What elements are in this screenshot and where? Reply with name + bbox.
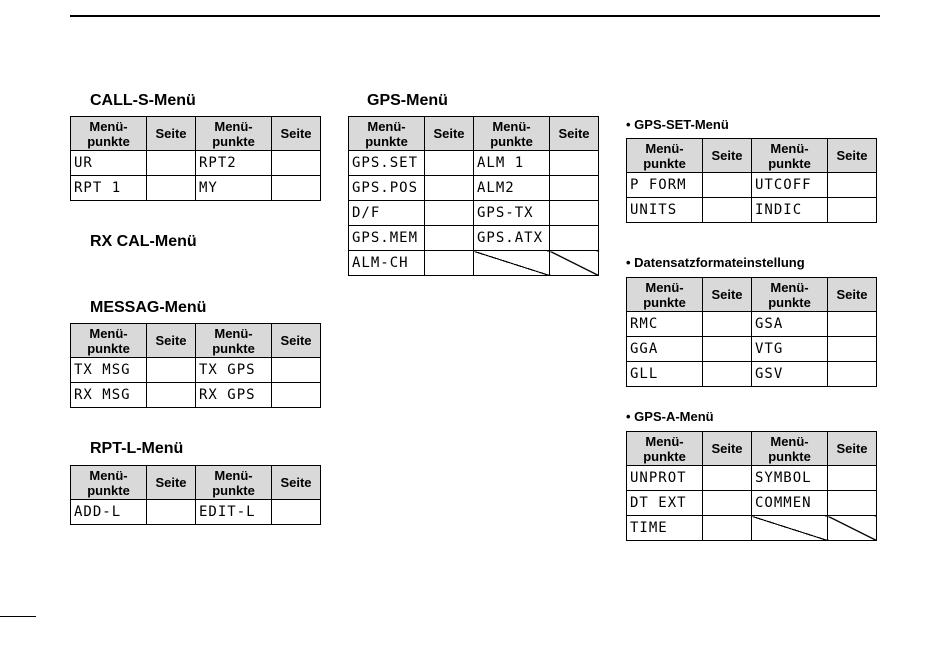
page-cell [147,500,196,525]
table-header-row [627,432,877,466]
table-header-row [627,278,877,312]
table-row [627,516,877,541]
page-cell [828,198,877,223]
menu-item-cell: GSA [752,312,828,337]
gps-title: GPS-Menü [367,92,448,109]
empty-diagonal-cell [752,516,828,541]
table-row [627,312,877,337]
table-row [71,383,321,408]
page-cell [828,362,877,387]
table-row [627,466,877,491]
page-cell [147,358,196,383]
gps-set-title: • GPS-SET-Menü [626,117,729,132]
gps-a-table [626,431,877,541]
page-header: Seite [703,278,752,312]
table-row [71,176,321,201]
page-cell [147,383,196,408]
table-row [71,151,321,176]
page-cell [425,226,474,251]
page-header: Seite [703,139,752,173]
table-row [627,198,877,223]
top-rule [70,15,880,17]
page-cell [703,491,752,516]
table-header-row [71,324,321,358]
menu-item-cell: GLL [627,362,703,387]
menu-item-cell: DT EXT [627,491,703,516]
table-row [627,491,877,516]
item-header [349,117,425,151]
item-header [752,278,828,312]
item-header-label: Menü- punkte [87,118,130,149]
menu-item-cell: GPS-TX [474,201,550,226]
menu-item-cell: GPS.POS [349,176,425,201]
item-header-label: Menü- punkte [768,140,811,171]
page-cell [147,176,196,201]
item-header [196,117,272,151]
page-cell [425,176,474,201]
item-header-label: Menü- punkte [768,433,811,464]
item-header-label: Menü- punkte [212,118,255,149]
page-cell [272,500,321,525]
menu-item-cell: INDIC [752,198,828,223]
table-row [349,226,599,251]
menu-item-cell: COMMEN [752,491,828,516]
empty-diagonal-cell [474,251,550,276]
table-row [349,151,599,176]
item-header [752,432,828,466]
empty-diagonal-cell [550,251,599,276]
menu-item-cell: TX MSG [71,358,147,383]
page-cell [425,251,474,276]
menu-item-cell: RPT2 [196,151,272,176]
menu-item-cell: TIME [627,516,703,541]
call-s-title: CALL-S-Menü [90,92,196,109]
item-header-label: Menü- punkte [212,325,255,356]
menu-item-cell: UTCOFF [752,173,828,198]
page-cell [828,312,877,337]
item-header-label: Menü- punkte [643,140,686,171]
messag-table [70,323,321,408]
table-header-row [71,117,321,151]
messag-title: MESSAG-Menü [90,299,207,316]
item-header [71,324,147,358]
item-header [71,466,147,500]
menu-item-cell: RX MSG [71,383,147,408]
page-header: Seite [147,324,196,358]
menu-item-cell: RX GPS [196,383,272,408]
menu-item-cell: GPS.SET [349,151,425,176]
page-cell [703,516,752,541]
menu-item-cell: ALM2 [474,176,550,201]
page-cell [550,201,599,226]
menu-item-cell: EDIT-L [196,500,272,525]
menu-item-cell: GPS.MEM [349,226,425,251]
item-header [627,139,703,173]
menu-item-cell: P FORM [627,173,703,198]
menu-item-cell: TX GPS [196,358,272,383]
gps-table [348,116,599,276]
page-corner-mark [0,616,36,617]
datensatz-table [626,277,877,387]
page-header: Seite [147,466,196,500]
page-cell [703,312,752,337]
page-header: Seite [828,432,877,466]
menu-item-cell: SYMBOL [752,466,828,491]
item-header-label: Menü- punkte [643,433,686,464]
page-cell [425,201,474,226]
page-header: Seite [272,117,321,151]
menu-item-cell: RPT 1 [71,176,147,201]
page-cell [272,358,321,383]
rx-cal-title: RX CAL-Menü [90,233,197,250]
page-cell [272,383,321,408]
call-s-table [70,116,321,201]
item-header [752,139,828,173]
page-cell [425,151,474,176]
menu-item-cell: D/F [349,201,425,226]
item-header [196,466,272,500]
item-header-label: Menü- punkte [643,279,686,310]
page-cell [272,176,321,201]
page-header: Seite [272,466,321,500]
page-cell [703,337,752,362]
item-header-label: Menü- punkte [365,118,408,149]
item-header [474,117,550,151]
table-row [627,337,877,362]
page-cell [828,491,877,516]
menu-item-cell: UNITS [627,198,703,223]
table-row [349,251,599,276]
empty-diagonal-cell [828,516,877,541]
item-header [71,117,147,151]
page-cell [147,151,196,176]
table-row [627,173,877,198]
page-header: Seite [147,117,196,151]
page-cell [703,466,752,491]
item-header [627,432,703,466]
page-header: Seite [425,117,474,151]
table-header-row [71,466,321,500]
page-cell [550,226,599,251]
page-cell [703,173,752,198]
gps-a-title: • GPS-A-Menü [626,409,714,424]
item-header-label: Menü- punkte [768,279,811,310]
page-cell [828,466,877,491]
page-header: Seite [272,324,321,358]
page-cell [272,151,321,176]
item-header [627,278,703,312]
page-cell [550,151,599,176]
menu-item-cell: UNPROT [627,466,703,491]
table-header-row [627,139,877,173]
rpt-l-table [70,465,321,525]
menu-item-cell: ALM-CH [349,251,425,276]
page-cell [828,173,877,198]
menu-item-cell: ALM 1 [474,151,550,176]
item-header [196,324,272,358]
item-header-label: Menü- punkte [87,325,130,356]
page-cell [828,337,877,362]
table-row [71,358,321,383]
table-row [349,176,599,201]
page-header: Seite [828,139,877,173]
menu-item-cell: ADD-L [71,500,147,525]
table-row [627,362,877,387]
table-header-row [349,117,599,151]
rpt-l-title: RPT-L-Menü [90,440,184,457]
menu-item-cell: MY [196,176,272,201]
menu-item-cell: GSV [752,362,828,387]
item-header-label: Menü- punkte [212,467,255,498]
menu-item-cell: UR [71,151,147,176]
page-cell [550,176,599,201]
item-header-label: Menü- punkte [87,467,130,498]
menu-item-cell: GPS.ATX [474,226,550,251]
item-header-label: Menü- punkte [490,118,533,149]
datensatz-title: • Datensatzformateinstellung [626,255,805,270]
menu-item-cell: VTG [752,337,828,362]
menu-item-cell: RMC [627,312,703,337]
page-header: Seite [550,117,599,151]
menu-item-cell: GGA [627,337,703,362]
page-header: Seite [703,432,752,466]
page-cell [703,198,752,223]
page-header: Seite [828,278,877,312]
table-row [71,500,321,525]
table-row [349,201,599,226]
gps-set-table [626,138,877,223]
page-cell [703,362,752,387]
